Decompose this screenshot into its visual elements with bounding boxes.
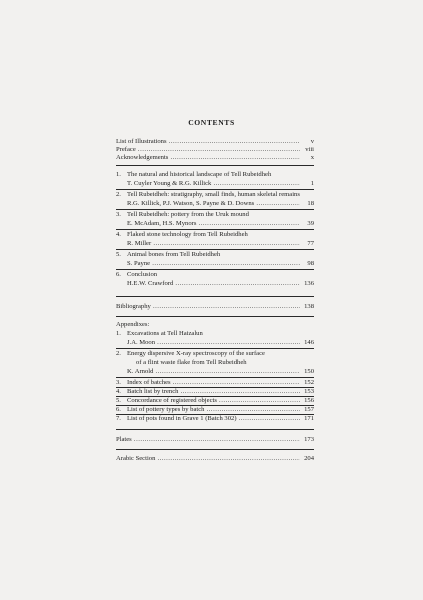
toc-chapter-4-title[interactable] xyxy=(116,231,314,239)
toc-page-number: 138 xyxy=(304,303,314,310)
appendix-title: List of pottery types by batch ..... xyxy=(127,406,300,414)
chapter-title: The natural and historical landscape of Tell Rubeidheh xyxy=(127,171,272,178)
toc-chapter-6-title[interactable] xyxy=(116,271,314,279)
chapter-title: Tell Rubeidheh: pottery from the Uruk mound xyxy=(127,211,249,218)
toc-entry-illustrations[interactable] xyxy=(116,138,314,146)
toc-page-number: 18 xyxy=(307,200,314,207)
divider xyxy=(116,296,314,297)
page-title: CONTENTS xyxy=(188,118,235,127)
divider xyxy=(116,229,314,230)
appendix-title: Batch list by trench ..... xyxy=(127,388,300,396)
divider xyxy=(116,165,314,166)
appendix-title-line-2: of a flint waste flake from Tell Rubeidheh xyxy=(136,359,247,366)
toc-chapter-3-title[interactable] xyxy=(116,211,314,219)
toc-appendix-2-author[interactable] xyxy=(116,368,314,376)
appendix-number: 7. xyxy=(116,415,121,422)
toc-page-number: 204 xyxy=(304,455,314,462)
toc-chapter-4-author[interactable] xyxy=(116,240,314,248)
chapter-author: S. Payne ..... xyxy=(127,260,300,268)
toc-page-number: v xyxy=(310,138,314,145)
toc-appendix-6[interactable] xyxy=(116,406,314,414)
appendixes-heading xyxy=(116,321,314,329)
toc-chapter-2-title[interactable] xyxy=(116,191,314,199)
divider xyxy=(116,348,314,349)
toc-appendix-3[interactable] xyxy=(116,379,314,387)
appendix-title: List of pots found in Grave 1 (Batch 302) ..... xyxy=(127,415,300,423)
chapter-title: Conclusion xyxy=(127,271,158,278)
chapter-author: H.E.W. Crawford ..... xyxy=(127,280,300,288)
toc-page-number: viii xyxy=(305,146,314,153)
toc-page-number: 136 xyxy=(304,280,314,287)
chapter-author: T. Cuyler Young & R.G. Killick ..... xyxy=(127,180,300,188)
toc-appendix-2-title[interactable] xyxy=(116,350,314,358)
toc-entry-text: Bibliography ..... xyxy=(116,303,300,311)
appendix-number: 1. xyxy=(116,330,121,337)
appendix-title: Excavations at Tell Haizalun xyxy=(127,330,203,337)
toc-appendix-5[interactable] xyxy=(116,397,314,405)
toc-entry-text: Arabic Section ..... xyxy=(116,455,300,463)
toc-page-number: 157 xyxy=(304,406,314,413)
toc-appendix-2-title-cont[interactable] xyxy=(116,359,314,367)
toc-entry-plates[interactable] xyxy=(116,436,314,444)
appendix-number: 5. xyxy=(116,397,121,404)
toc-appendix-7[interactable] xyxy=(116,415,314,423)
chapter-number: 5. xyxy=(116,251,121,258)
toc-page-number: 152 xyxy=(304,379,314,386)
toc-page-number: 98 xyxy=(307,260,314,267)
toc-page-number: 156 xyxy=(304,397,314,404)
chapter-number: 6. xyxy=(116,271,121,278)
appendix-title: Index of batches ..... xyxy=(127,379,300,387)
toc-entry-bibliography[interactable] xyxy=(116,303,314,311)
toc-page-number: 1 xyxy=(310,180,314,187)
toc-page-number: 173 xyxy=(304,436,314,443)
toc-page-number: 153 xyxy=(304,388,314,395)
toc-appendix-1-author[interactable] xyxy=(116,339,314,347)
toc-page-number: 171 xyxy=(304,415,314,422)
divider xyxy=(116,316,314,317)
toc-entry-text: List of Illustrations ..... xyxy=(116,138,300,146)
chapter-author: R. Miller ..... xyxy=(127,240,300,248)
appendix-number: 6. xyxy=(116,406,121,413)
toc-page-number: 150 xyxy=(304,368,314,375)
appendix-author: K. Arnold ..... xyxy=(127,368,300,376)
appendix-number: 4. xyxy=(116,388,121,395)
toc-chapter-6-author[interactable] xyxy=(116,280,314,288)
chapter-title: Animal bones from Tell Rubeidheh xyxy=(127,251,221,258)
toc-chapter-5-author[interactable] xyxy=(116,260,314,268)
toc-entry-preface[interactable] xyxy=(116,146,314,154)
chapter-number: 1. xyxy=(116,171,121,178)
chapter-number: 4. xyxy=(116,231,121,238)
toc-chapter-2-author[interactable] xyxy=(116,200,314,208)
toc-page-number: 77 xyxy=(307,240,314,247)
divider xyxy=(116,209,314,210)
toc-chapter-1-author[interactable] xyxy=(116,180,314,188)
toc-entry-text: Preface ..... xyxy=(116,146,300,154)
divider xyxy=(116,449,314,450)
toc-entry-text: Plates ..... xyxy=(116,436,300,444)
toc-chapter-5-title[interactable] xyxy=(116,251,314,259)
chapter-author: E. McAdam, H.S. Mynors ..... xyxy=(127,220,300,228)
appendix-author: J.A. Moon ..... xyxy=(127,339,300,347)
divider xyxy=(116,429,314,430)
chapter-number: 2. xyxy=(116,191,121,198)
section-heading: Appendixes: xyxy=(116,321,150,328)
toc-page-number: 146 xyxy=(304,339,314,346)
appendix-number: 3. xyxy=(116,379,121,386)
toc-entry-arabic-section[interactable] xyxy=(116,455,314,463)
chapter-title: Flaked stone technology from Tell Rubeidheh xyxy=(127,231,248,238)
appendix-title-line-1: Energy dispersive X-ray spectroscopy of the surface xyxy=(127,350,265,357)
toc-entry-acknowledgements[interactable] xyxy=(116,154,314,162)
chapter-number: 3. xyxy=(116,211,121,218)
toc-appendix-1-title[interactable] xyxy=(116,330,314,338)
toc-page-number: 39 xyxy=(307,220,314,227)
toc-chapter-1-title[interactable] xyxy=(116,171,314,179)
chapter-author: R.G. Killick, P.J. Watson, S. Payne & D. Downs ..... xyxy=(127,200,300,208)
appendix-title: Concordance of registered objects ..... xyxy=(127,397,300,405)
chapter-title: Tell Rubeidheh: stratigraphy, small finds, human skeletal remains xyxy=(127,191,300,198)
divider xyxy=(116,269,314,270)
toc-entry-text: Acknowledgements ..... xyxy=(116,154,300,162)
toc-chapter-3-author[interactable] xyxy=(116,220,314,228)
divider xyxy=(116,189,314,190)
toc-page-number: x xyxy=(310,154,314,161)
toc-appendix-4[interactable] xyxy=(116,388,314,396)
divider xyxy=(116,249,314,250)
appendix-number: 2. xyxy=(116,350,121,357)
divider xyxy=(116,377,314,378)
